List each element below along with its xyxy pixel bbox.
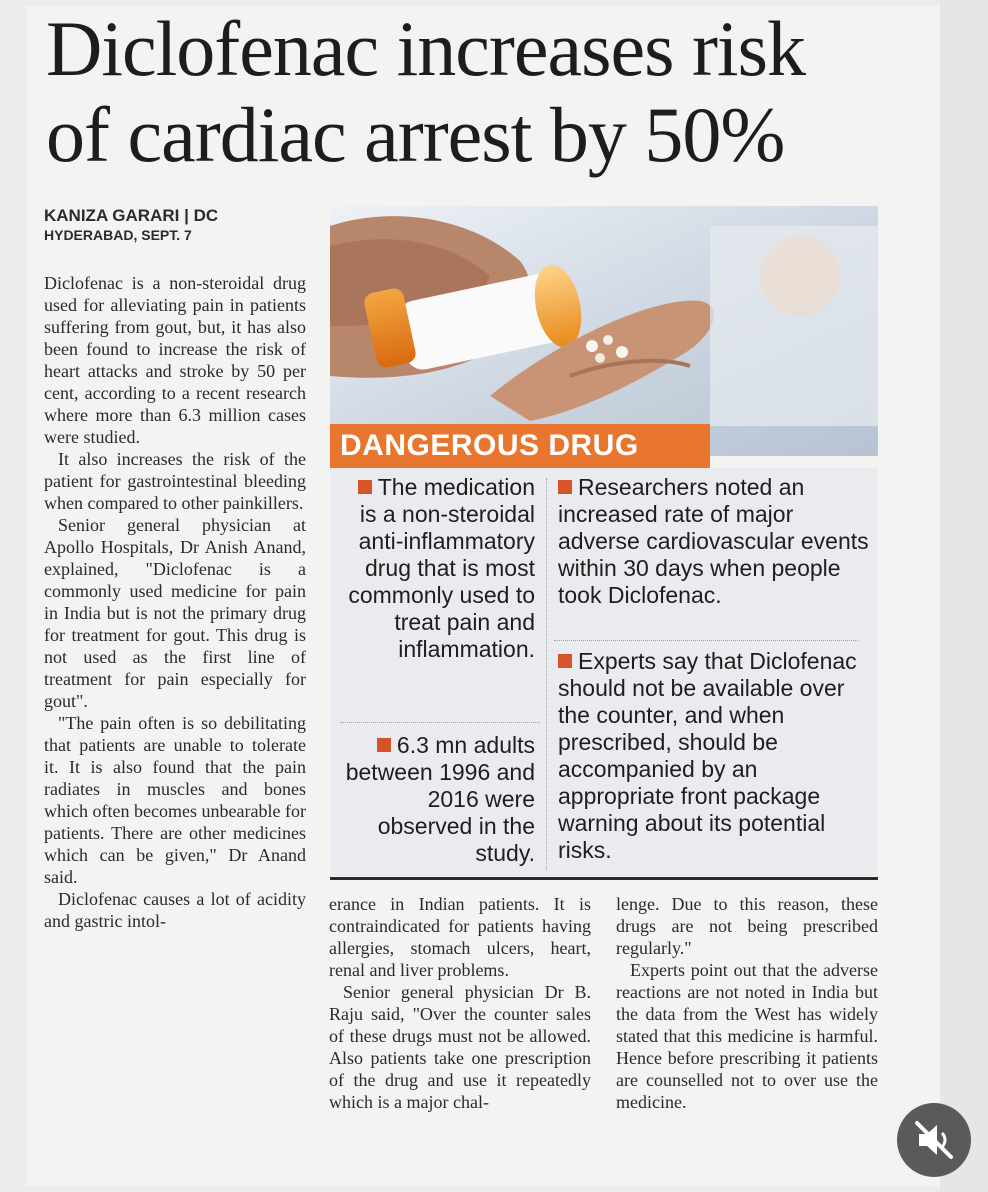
dangerous-drug-tag: DANGEROUS DRUG (330, 424, 710, 468)
fact-text: Experts say that Diclofenac should not be available over the counter, and when prescribed, should be accompanied by an appropriate front package warning about its potential risks. (558, 648, 857, 863)
article-paragraph: lenge. Due to this reason, these drugs are not being prescribed regularly." (616, 894, 878, 958)
article-paragraph: Senior general physician Dr B. Raju said, "Over the counter sales of these drugs must not be allowed. Also patients take one prescription of the drug and use it repeatedly which is a major chal- (329, 982, 591, 1112)
article-column-1 (44, 272, 306, 932)
mute-icon (897, 1103, 971, 1177)
fact-box (330, 468, 878, 876)
headline-line-1: Diclofenac increases risk (46, 5, 805, 92)
page-margin (940, 0, 988, 1192)
fact-item (340, 474, 535, 663)
article-column-3 (616, 893, 878, 1113)
bullet-square-icon (358, 480, 372, 494)
article-column-2 (329, 893, 591, 1113)
fact-text: 6.3 mn adults between 1996 and 2016 were observed in the study. (345, 732, 535, 866)
article-paragraph: Diclofenac is a non-steroidal drug used for alleviating pain in patients suffering from gout, but, it has also been found to increase the risk of heart attacks and stroke by 50 per cent, according to a recent research where more than 6.3 million cases were studied. (44, 273, 306, 447)
article-paragraph: Senior general physician at Apollo Hospitals, Dr Anish Anand, explained, "Diclofenac is a commonly used medicine for pain in India but is not the primary drug for treatment for gout. This drug is not used as the first line of treatment for pain especially for gout". (44, 515, 306, 711)
article-paragraph: erance in Indian patients. It is contraindicated for patients having allergies, stomach ulcers, heart, renal and liver problems. (329, 894, 591, 980)
byline-dateline: HYDERABAD, SEPT. 7 (44, 227, 192, 243)
article-paragraph: Experts point out that the adverse reactions are not noted in India but the data from the West has widely stated that this medicine is harmful. Hence before prescribing it patients are counselled not to over use the medicine. (616, 960, 878, 1112)
pill-bottle-hand-illustration (330, 206, 878, 456)
article-paragraph: "The pain often is so debilitating that patients are unable to tolerate it. It is also found that the pain radiates in muscles and bones which often becomes unbearable for patients. There are other medicines which can be given," Dr Anand said. (44, 713, 306, 887)
article-paragraph: Diclofenac causes a lot of acidity and gastric intol- (44, 889, 306, 931)
bullet-square-icon (558, 480, 572, 494)
fact-separator (554, 640, 858, 641)
fact-box-divider (546, 478, 547, 870)
bullet-square-icon (377, 738, 391, 752)
fact-item (340, 732, 535, 867)
fact-separator (340, 722, 540, 723)
byline (44, 206, 218, 244)
fact-text: The medication is a non-steroidal anti-inflammatory drug that is most commonly used to treat pain and inflammation. (348, 474, 535, 662)
fact-text: Researchers noted an increased rate of major adverse cardiovascular events within 30 days when people took Diclofenac. (558, 474, 869, 608)
article-paragraph: It also increases the risk of the patient for gastrointestinal bleeding when compared to other painkillers. (44, 449, 306, 513)
headline-line-2: of cardiac arrest by 50% (46, 91, 785, 178)
headline (46, 6, 926, 178)
bullet-square-icon (558, 654, 572, 668)
fact-item (558, 474, 874, 609)
pill-bottle-hand-photo (330, 206, 878, 456)
fact-item (558, 648, 874, 864)
byline-author: KANIZA GARARI | DC (44, 206, 219, 225)
fact-box-rule (330, 877, 878, 880)
mute-button[interactable] (897, 1103, 971, 1177)
